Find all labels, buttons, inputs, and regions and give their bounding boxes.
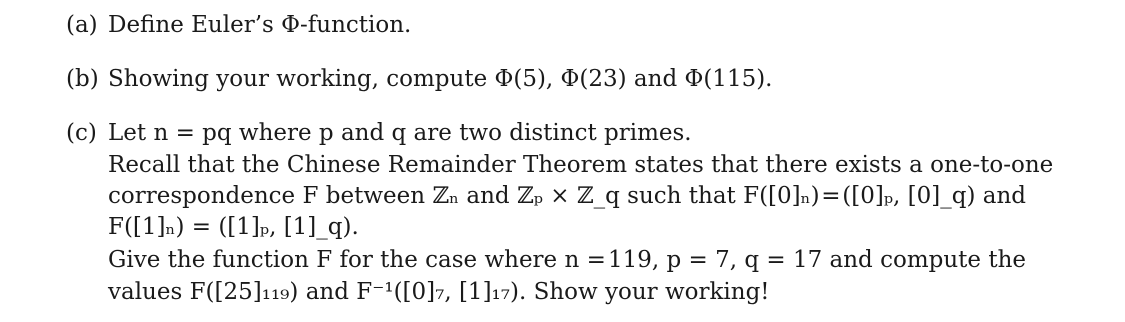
question-part-c (66, 120, 692, 146)
part-c-line-5-left: Give the function F for the case where n = (108, 247, 606, 273)
part-c-line-2: Recall that the Chinese Remainder Theorem states that there exists a one-to-one (108, 152, 1054, 178)
part-a-label: (a) (66, 12, 98, 38)
part-c-line-6: values F([25]₁₁₉) and F⁻¹([0]₇, [1]₁₇). Show your working! (108, 279, 770, 305)
part-c-line-3-right: ([0]ₚ, [0]_q) and (842, 183, 1026, 209)
part-c-line-1: Let n = pq where p and q are two distinct primes. (108, 120, 692, 146)
part-c-line-5 (108, 247, 1026, 273)
part-c-line-3-equals: = (821, 183, 841, 209)
question-part-b (66, 66, 773, 92)
part-c-line-5-right: 119, p = 7, q = 17 and compute the (607, 247, 1026, 273)
part-a-text: Define Euler’s Φ-function. (108, 12, 412, 38)
part-c-label: (c) (66, 120, 97, 146)
part-c-line-4: F([1]ₙ) = ([1]ₚ, [1]_q). (108, 214, 359, 240)
part-c-line-3-left: correspondence F between ℤₙ and ℤₚ × ℤ_q such that F([0]ₙ) (108, 183, 820, 209)
part-b-label: (b) (66, 66, 99, 92)
part-c-line-3 (108, 183, 1026, 209)
part-b-text: Showing your working, compute Φ(5), Φ(23) and Φ(115). (108, 66, 773, 92)
question-part-a (66, 12, 411, 38)
